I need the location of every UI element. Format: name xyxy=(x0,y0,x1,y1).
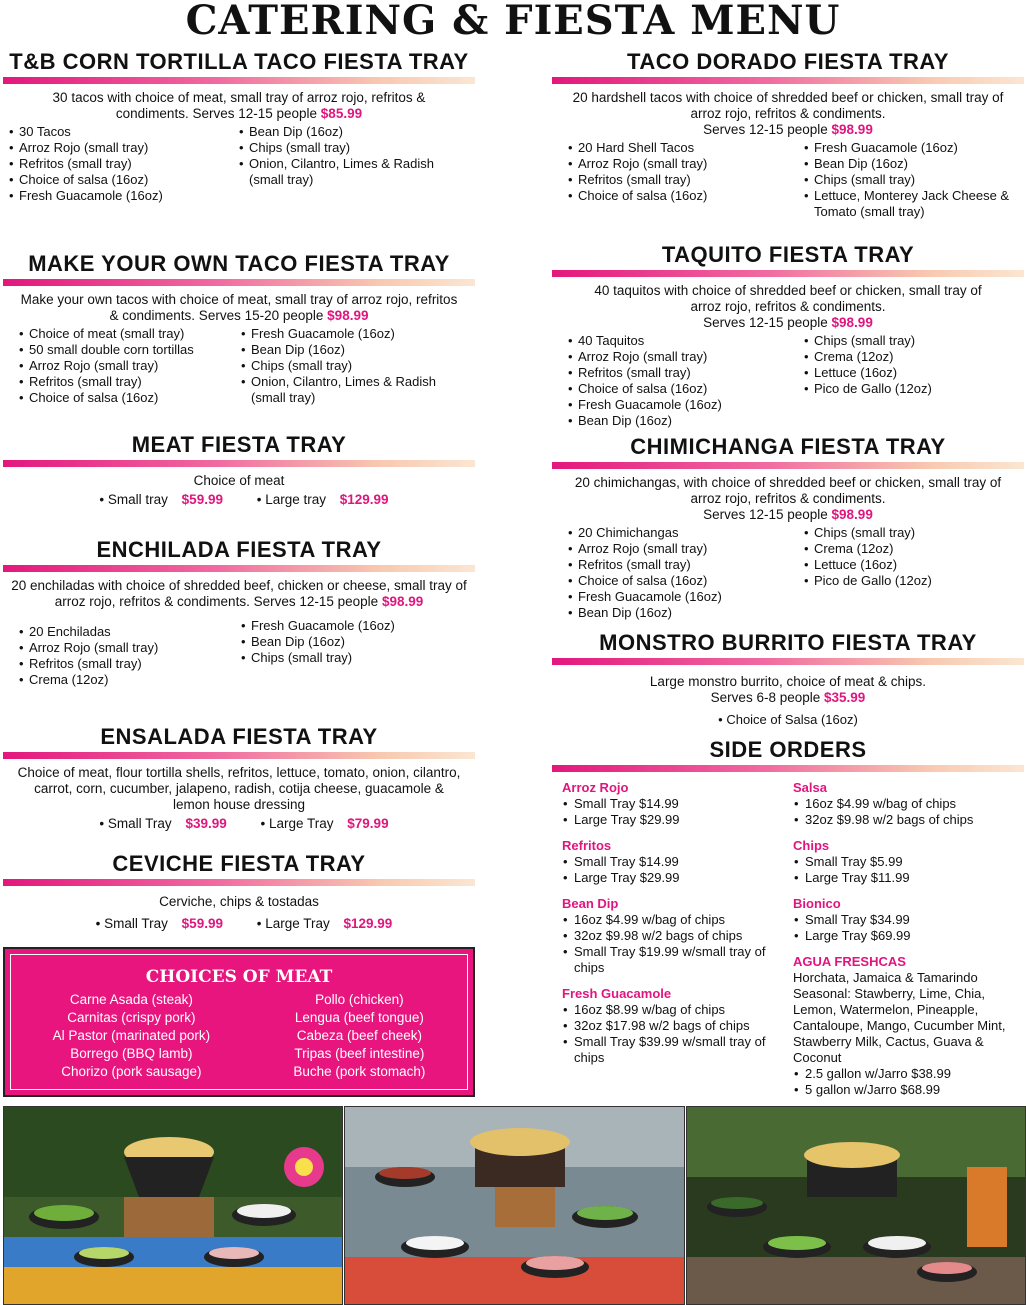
list-item: • 2.5 gallon w/Jarro $38.99 xyxy=(793,1066,1024,1082)
list-item: • 20 Chimichangas xyxy=(566,525,802,541)
list-item: • Choice of salsa (16oz) xyxy=(566,188,802,204)
heading-bar xyxy=(552,77,1024,84)
list-item: • 16oz $4.99 w/bag of chips xyxy=(562,912,793,928)
list-item: • 32oz $9.98 w/2 bags of chips xyxy=(793,812,1024,828)
list-item: • Small Tray $5.99 xyxy=(793,854,1024,870)
item-list-right xyxy=(239,326,469,406)
item-list-right xyxy=(237,124,467,204)
side-items xyxy=(562,1002,793,1066)
burrito-tray-section xyxy=(552,631,1024,727)
price: $98.99 xyxy=(831,122,873,137)
list-item: • 20 Hard Shell Tacos xyxy=(566,140,802,156)
section-description: Make your own tacos with choice of meat, small tray of arroz rojo, refritos & condiments. Serves 15-20 people $98.99 xyxy=(20,292,458,323)
list-item: • Chips (small tray) xyxy=(802,333,1024,349)
heading-bar xyxy=(3,879,475,886)
section-heading: ENSALADA FIESTA TRAY xyxy=(100,724,378,749)
list-item: • Arroz Rojo (small tray) xyxy=(566,349,802,365)
heading-bar xyxy=(3,279,475,286)
heading-bar xyxy=(552,658,1024,665)
enchilada-tray-section xyxy=(3,538,475,688)
section-description: 30 tacos with choice of meat, small tray of arroz rojo, refritos & condiments. Serves 12-15 people $85.99 xyxy=(52,90,426,121)
heading-bar xyxy=(3,460,475,467)
list-item: • Crema (12oz) xyxy=(802,349,1024,365)
heading-bar xyxy=(552,462,1024,469)
section-heading: TACO DORADO FIESTA TRAY xyxy=(627,49,949,74)
list-item: • Bean Dip (16oz) xyxy=(237,124,467,140)
burrito-item: • Choice of Salsa (16oz) xyxy=(718,712,858,727)
catering-photo-3 xyxy=(686,1106,1026,1305)
list-item: • Refritos (small tray) xyxy=(17,656,239,672)
item-lists xyxy=(3,124,475,204)
side-orders-list xyxy=(562,780,1024,1108)
side-items xyxy=(562,854,793,886)
list-item: • Choice of salsa (16oz) xyxy=(566,381,802,397)
side-name: Fresh Guacamole xyxy=(562,986,672,1001)
meat-item: Al Pastor (marinated pork) xyxy=(52,1028,211,1043)
price: $98.99 xyxy=(381,594,424,609)
meat-item: Carnitas (crispy pork) xyxy=(67,1010,196,1025)
section-heading: MEAT FIESTA TRAY xyxy=(131,432,347,457)
list-item: • Small Tray $34.99 xyxy=(793,912,1024,928)
item-list-right xyxy=(239,618,469,688)
item-list-left xyxy=(7,124,237,204)
section-heading: TAQUITO FIESTA TRAY xyxy=(661,242,915,267)
item-list-left xyxy=(566,525,802,621)
side-name: Refritos xyxy=(562,838,612,853)
price: $98.99 xyxy=(831,315,873,330)
list-item: • Small Tray $39.99 w/small tray of chips xyxy=(562,1034,793,1066)
agua-description: Horchata, Jamaica & Tamarindo Seasonal: Stawberry, Lime, Chia, Lemon, Watermelon, Pineapple, Cantaloupe, Mango, Cucumber Mint, Stawberry Milk, Cactus, Guava & Coconut xyxy=(793,970,1006,1065)
list-item: • Chips (small tray) xyxy=(239,358,469,374)
page-title: CATERING & FIESTA MENU xyxy=(185,0,841,44)
list-item: • Fresh Guacamole (16oz) xyxy=(239,618,469,634)
list-item: • 30 Tacos xyxy=(7,124,237,140)
section-description: 20 chimichangas, with choice of shredded beef or chicken, small tray of arroz rojo, refritos & condiments. Serves 12-15 people $98.99 xyxy=(574,475,1002,522)
list-item: • Refritos (small tray) xyxy=(566,557,802,573)
price: $59.99 xyxy=(181,492,223,507)
section-heading: ENCHILADA FIESTA TRAY xyxy=(96,537,382,562)
item-lists xyxy=(552,140,1024,220)
meat-list-right xyxy=(293,991,425,1081)
meat-item: Lengua (beef tongue) xyxy=(294,1010,424,1025)
catering-photo-2 xyxy=(344,1106,685,1305)
item-list-left xyxy=(566,333,802,429)
list-item: • Small Tray $14.99 xyxy=(562,796,793,812)
list-item: • Onion, Cilantro, Limes & Radish (small tray) xyxy=(239,374,469,406)
list-item: • 40 Taquitos xyxy=(566,333,802,349)
list-item: • Small Tray $19.99 w/small tray of chips xyxy=(562,944,793,976)
ceviche-tray-section xyxy=(3,852,475,931)
item-list-right xyxy=(802,333,1024,429)
price: $98.99 xyxy=(831,507,873,522)
list-item: • 16oz $8.99 w/bag of chips xyxy=(562,1002,793,1018)
list-item: • Refritos (small tray) xyxy=(566,172,802,188)
list-item: • 5 gallon w/Jarro $68.99 xyxy=(793,1082,1024,1098)
taco-tray-section xyxy=(3,50,475,204)
list-item: • Lettuce (16oz) xyxy=(802,557,1024,573)
section-heading: MAKE YOUR OWN TACO FIESTA TRAY xyxy=(28,251,450,276)
side-items xyxy=(793,912,1024,944)
side-orders-section xyxy=(552,738,1024,772)
list-item: • Refritos (small tray) xyxy=(7,156,237,172)
price: $59.99 xyxy=(181,916,223,931)
item-lists xyxy=(3,326,475,406)
meat-item: Tripas (beef intestine) xyxy=(294,1046,425,1061)
list-item: • Fresh Guacamole (16oz) xyxy=(239,326,469,342)
section-heading: CHIMICHANGA FIESTA TRAY xyxy=(630,434,946,459)
list-item: • Bean Dip (16oz) xyxy=(239,634,469,650)
heading-bar xyxy=(552,765,1024,772)
list-item: • Pico de Gallo (12oz) xyxy=(802,573,1024,589)
list-item: • Refritos (small tray) xyxy=(566,365,802,381)
list-item: • Choice of salsa (16oz) xyxy=(7,172,237,188)
list-item: • Choice of salsa (16oz) xyxy=(566,573,802,589)
list-item: • Lettuce, Monterey Jack Cheese & Tomato (small tray) xyxy=(802,188,1024,220)
price-row: • Small Tray $39.99 • Large Tray $79.99 xyxy=(99,816,389,831)
price: $129.99 xyxy=(343,916,393,931)
list-item: • Large Tray $29.99 xyxy=(562,870,793,886)
price: $98.99 xyxy=(327,308,369,323)
side-items xyxy=(793,854,1024,886)
list-item: • Choice of salsa (16oz) xyxy=(17,390,239,406)
meat-item: Buche (pork stomach) xyxy=(293,1064,426,1079)
side-items xyxy=(562,796,793,828)
list-item: • Arroz Rojo (small tray) xyxy=(7,140,237,156)
list-item: • 50 small double corn tortillas xyxy=(17,342,239,358)
section-description: 20 hardshell tacos with choice of shredded beef or chicken, small tray of arroz rojo, refritos & condiments. Serves 12-15 people $98.99 xyxy=(572,90,1004,137)
section-heading: T&B CORN TORTILLA TACO FIESTA TRAY xyxy=(9,49,469,74)
side-orders-left xyxy=(562,780,793,1108)
heading-bar xyxy=(552,270,1024,277)
item-lists xyxy=(552,525,1024,621)
section-description: Choice of meat, flour tortilla shells, refritos, lettuce, tomato, onion, cilantro, carrot, corn, cucumber, jalapeno, radish, cotija cheese, guacamole & lemon house dressing xyxy=(17,765,461,812)
heading-bar xyxy=(3,77,475,84)
list-item: • 20 Enchiladas xyxy=(17,624,239,640)
list-item: • Arroz Rojo (small tray) xyxy=(566,156,802,172)
price: $39.99 xyxy=(185,816,227,831)
side-orders-right xyxy=(793,780,1024,1108)
price: $79.99 xyxy=(347,816,389,831)
meat-item: Carne Asada (steak) xyxy=(69,992,193,1007)
ensalada-tray-section xyxy=(3,725,475,831)
meat-box-heading: CHOICES OF MEAT xyxy=(145,967,333,987)
list-item: • Fresh Guacamole (16oz) xyxy=(7,188,237,204)
list-item: • Crema (12oz) xyxy=(17,672,239,688)
side-name: Bionico xyxy=(793,896,841,911)
list-item: • Pico de Gallo (12oz) xyxy=(802,381,1024,397)
side-name: AGUA FRESHCAS xyxy=(793,954,906,969)
side-items xyxy=(793,796,1024,828)
list-item: • Lettuce (16oz) xyxy=(802,365,1024,381)
meat-tray-section xyxy=(3,433,475,507)
meat-item: Cabeza (beef cheek) xyxy=(296,1028,423,1043)
item-list-right xyxy=(802,140,1024,220)
item-list-left xyxy=(17,624,239,688)
myo-tray-section xyxy=(3,252,475,406)
price: $129.99 xyxy=(339,492,389,507)
list-item: • Onion, Cilantro, Limes & Radish (small tray) xyxy=(237,156,467,188)
list-item: • Small Tray $14.99 xyxy=(562,854,793,870)
list-item: • Large Tray $69.99 xyxy=(793,928,1024,944)
heading-bar xyxy=(3,565,475,572)
list-item: • Chips (small tray) xyxy=(802,525,1024,541)
list-item: • Bean Dip (16oz) xyxy=(566,605,802,621)
side-name: Bean Dip xyxy=(562,896,619,911)
item-list-right xyxy=(802,525,1024,621)
section-heading: MONSTRO BURRITO FIESTA TRAY xyxy=(599,630,977,655)
meat-item: Borrego (BBQ lamb) xyxy=(70,1046,193,1061)
list-item: • Chips (small tray) xyxy=(802,172,1024,188)
list-item: • Large Tray $29.99 xyxy=(562,812,793,828)
section-description: Cerviche, chips & tostadas xyxy=(159,894,319,909)
section-description: 40 taquitos with choice of shredded beef or chicken, small tray of arroz rojo, refritos & condiments. Serves 12-15 people $98.99 xyxy=(594,283,982,330)
meat-list xyxy=(11,991,467,1081)
side-name: Chips xyxy=(793,838,830,853)
section-heading: SIDE ORDERS xyxy=(709,737,867,762)
list-item: • Bean Dip (16oz) xyxy=(239,342,469,358)
list-item: • 16oz $4.99 w/bag of chips xyxy=(793,796,1024,812)
list-item: • 32oz $9.98 w/2 bags of chips xyxy=(562,928,793,944)
list-item: • 32oz $17.98 w/2 bags of chips xyxy=(562,1018,793,1034)
list-item: • Arroz Rojo (small tray) xyxy=(566,541,802,557)
item-list-left xyxy=(17,326,239,406)
item-lists xyxy=(552,333,1024,429)
meat-list-left xyxy=(53,991,211,1081)
list-item: • Bean Dip (16oz) xyxy=(566,413,802,429)
price: $85.99 xyxy=(320,106,363,121)
catering-photo-1 xyxy=(3,1106,343,1305)
list-item: • Large Tray $11.99 xyxy=(793,870,1024,886)
list-item: • Choice of meat (small tray) xyxy=(17,326,239,342)
side-items xyxy=(562,912,793,976)
list-item: • Refritos (small tray) xyxy=(17,374,239,390)
section-description: Large monstro burrito, choice of meat & chips. Serves 6-8 people $35.99 xyxy=(649,674,927,705)
price-row: • Small tray $59.99 • Large tray $129.99 xyxy=(99,492,389,507)
section-description: Choice of meat xyxy=(193,473,285,488)
list-item: • Fresh Guacamole (16oz) xyxy=(802,140,1024,156)
section-heading: CEVICHE FIESTA TRAY xyxy=(112,851,366,876)
agua-items xyxy=(793,1066,1024,1098)
dorado-tray-section xyxy=(552,50,1024,220)
list-item: • Fresh Guacamole (16oz) xyxy=(566,589,802,605)
taquito-tray-section xyxy=(552,243,1024,429)
list-item: • Arroz Rojo (small tray) xyxy=(17,640,239,656)
price-row: • Small Tray $59.99 • Large Tray $129.99 xyxy=(95,916,393,931)
list-item: • Chips (small tray) xyxy=(239,650,469,666)
meat-item: Pollo (chicken) xyxy=(315,992,404,1007)
section-description: 20 enchiladas with choice of shredded beef, chicken or cheese, small tray of arroz rojo, refritos & condiments. Serves 12-15 people $98.99 xyxy=(11,578,467,609)
list-item: • Chips (small tray) xyxy=(237,140,467,156)
side-name: Arroz Rojo xyxy=(562,780,629,795)
list-item: • Crema (12oz) xyxy=(802,541,1024,557)
chimichanga-tray-section xyxy=(552,435,1024,621)
choices-of-meat-box xyxy=(3,947,475,1097)
item-list-left xyxy=(566,140,802,220)
meat-item: Chorizo (pork sausage) xyxy=(61,1064,202,1079)
heading-bar xyxy=(3,752,475,759)
side-name: Salsa xyxy=(793,780,827,795)
item-lists xyxy=(3,618,475,688)
price: $35.99 xyxy=(824,690,866,705)
list-item: • Bean Dip (16oz) xyxy=(802,156,1024,172)
list-item: • Fresh Guacamole (16oz) xyxy=(566,397,802,413)
list-item: • Arroz Rojo (small tray) xyxy=(17,358,239,374)
